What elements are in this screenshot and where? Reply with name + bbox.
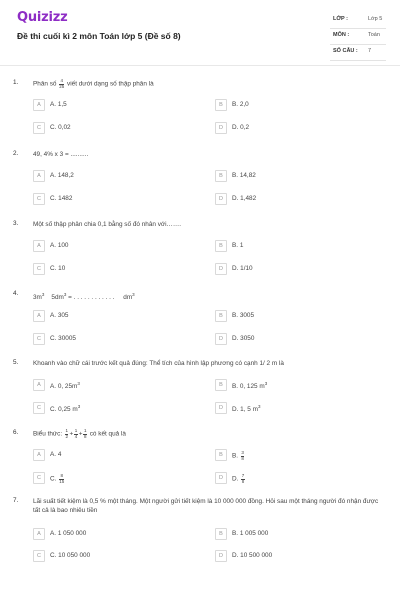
question-text: Khoanh vào chữ cái trước kết quả đúng: Thể tích của hình lập phương có cạnh 1/ 2 m là [33, 360, 284, 367]
option-b[interactable] [215, 99, 365, 111]
option-label: D. 1/10 [232, 265, 253, 272]
option-a[interactable] [33, 528, 183, 540]
option-c[interactable] [33, 402, 183, 414]
option-letter-box: D [215, 122, 227, 134]
question-text: Lãi suất tiết kiệm là 0,5 % một tháng. Một người gửi tiết kiệm là 10 000 000 đồng. Hỏi sau một tháng người đó nhận được tất cả là bao nhiêu tiền [33, 498, 379, 514]
option-d[interactable] [215, 122, 365, 134]
option-letter-box: C [33, 402, 45, 414]
option-text: C. [50, 475, 57, 483]
option-text: D. 1, 5 m [232, 406, 258, 414]
fraction-denominator: 8 [83, 433, 87, 439]
option-d[interactable] [215, 402, 365, 414]
question-text-part: 5dm [51, 294, 64, 302]
option-label: B. 2,0 [232, 101, 249, 108]
question-text: Biểu thức: $\frac{1}{2}$ + $\frac{1}{4}$ + $\frac{1}{8}$ có kết quả là [33, 428, 126, 439]
quizizz-logo: Quizizz [17, 10, 68, 25]
option-letter-box: C [33, 122, 45, 134]
option-letter-box: D [215, 333, 227, 345]
option-label [232, 381, 267, 390]
option-letter-box: C [33, 263, 45, 275]
option-label [232, 474, 246, 484]
option-c[interactable] [33, 333, 183, 345]
superscript: 3 [77, 381, 80, 386]
option-label: C. 30005 [50, 335, 76, 342]
option-c[interactable] [33, 193, 183, 205]
meta-key: LỚP : [333, 16, 348, 22]
fraction-denominator: 25 [59, 83, 65, 89]
option-b[interactable] [215, 310, 365, 322]
fraction-denominator: 8 [241, 455, 244, 461]
fraction [59, 474, 64, 484]
option-label [50, 381, 80, 390]
option-b[interactable] [215, 449, 365, 461]
option-c[interactable] [33, 263, 183, 275]
meta-row-count [330, 45, 386, 61]
question-text-part: có kết quả là [89, 430, 126, 438]
fraction-denominator: 2 [65, 433, 68, 439]
option-letter-box: B [215, 240, 227, 252]
option-label: A. 148,2 [50, 172, 74, 179]
option-letter-box: B [215, 99, 227, 111]
option-a[interactable] [33, 310, 183, 322]
option-letter-box: A [33, 170, 45, 182]
option-label: D. 1,482 [232, 195, 257, 202]
option-label: C. 1482 [50, 195, 73, 202]
option-d[interactable] [215, 333, 365, 345]
option-letter-box: A [33, 528, 45, 540]
question-number: 4. [13, 290, 19, 297]
option-a[interactable] [33, 379, 183, 391]
option-b[interactable] [215, 379, 365, 391]
superscript: 3 [41, 292, 45, 297]
option-c[interactable] [33, 472, 183, 484]
option-letter-box: A [33, 449, 45, 461]
header-divider [0, 65, 400, 66]
option-a[interactable] [33, 170, 183, 182]
option-letter-box: B [215, 170, 227, 182]
option-a[interactable] [33, 240, 183, 252]
question-text-part: viết dưới dạng số thập phân là [67, 80, 154, 88]
fraction [74, 429, 78, 439]
option-label: B. 1 [232, 242, 244, 249]
fraction [83, 429, 87, 439]
question-number: 3. [13, 220, 19, 227]
question-text [33, 290, 383, 302]
option-d[interactable] [215, 550, 365, 562]
option-label: D. 10 500 000 [232, 552, 273, 559]
meta-row-class [330, 13, 386, 29]
option-label [232, 451, 245, 461]
option-letter-box: D [215, 263, 227, 275]
fraction [65, 429, 69, 439]
option-letter-box: D [215, 472, 227, 484]
superscript: 3 [257, 404, 261, 409]
option-a[interactable] [33, 99, 183, 111]
meta-row-subject [330, 29, 386, 45]
superscript: 3 [264, 381, 268, 386]
option-label: A. 4 [50, 451, 62, 458]
option-letter-box: D [215, 402, 227, 414]
worksheet-title: Đề thi cuối kì 2 môn Toán lớp 5 (Đề số 8) [17, 31, 181, 41]
question-text-part: Biểu thức: [33, 430, 63, 438]
meta-value: 7 [368, 48, 372, 54]
question-text-part: 3m [33, 294, 42, 302]
question-number: 1. [13, 79, 19, 86]
question-text: 49, 4% x 3 = .......... [33, 151, 89, 158]
option-text: B. 0, 125 m [232, 383, 265, 391]
option-letter-box: A [33, 310, 45, 322]
meta-key: MÔN : [333, 32, 350, 38]
fraction-numerator: 3 [241, 450, 244, 455]
fraction-numerator: 1 [74, 428, 78, 433]
fraction-numerator: 8 [60, 473, 63, 478]
fraction-numerator: 7 [241, 473, 245, 478]
option-letter-box: C [33, 550, 45, 562]
option-label: A. 305 [50, 312, 69, 319]
option-letter-box: D [215, 193, 227, 205]
question-text-part: dm [123, 294, 133, 302]
option-letter-box: B [215, 310, 227, 322]
option-label: C. 10 050 000 [50, 552, 91, 559]
option-label: A. 100 [50, 242, 69, 249]
option-c[interactable] [33, 122, 183, 134]
option-label [50, 404, 80, 413]
option-letter-box: A [33, 240, 45, 252]
option-label: B. 1 005 000 [232, 530, 269, 537]
option-label: D. 3050 [232, 335, 255, 342]
fraction-denominator: 15 [59, 478, 65, 484]
option-a[interactable] [33, 449, 183, 461]
option-letter-box: C [33, 472, 45, 484]
option-label: B. 3005 [232, 312, 255, 319]
fraction-numerator: 1 [83, 428, 87, 433]
meta-value: Toán [368, 32, 380, 38]
answer-blank: = . . . . . . . . . . . . [68, 294, 115, 302]
option-label [232, 404, 260, 413]
question-number: 6. [13, 429, 19, 436]
fraction-denominator: 4 [74, 433, 78, 439]
superscript: 3 [132, 292, 135, 297]
option-b[interactable] [215, 240, 365, 252]
worksheet-header [0, 0, 400, 70]
option-label: A. 1,5 [50, 101, 67, 108]
option-label: B. 14,82 [232, 172, 256, 179]
superscript: 3 [77, 404, 81, 409]
question-number: 2. [13, 150, 19, 157]
option-letter-box: D [215, 550, 227, 562]
fraction-numerator: 1 [65, 428, 68, 433]
question-text: Một số thập phân chia 0,1 bằng số đó nhân với……. [33, 221, 182, 228]
option-text: C. 0,25 m [50, 406, 78, 414]
meta-value: Lớp 5 [368, 16, 383, 22]
option-letter-box: C [33, 333, 45, 345]
option-d[interactable] [215, 472, 365, 484]
option-letter-box: B [215, 528, 227, 540]
question-number: 7. [13, 497, 19, 504]
option-letter-box: A [33, 379, 45, 391]
worksheet-meta [330, 13, 386, 61]
option-letter-box: B [215, 449, 227, 461]
option-c[interactable] [33, 550, 183, 562]
option-letter-box: C [33, 193, 45, 205]
option-d[interactable] [215, 263, 365, 275]
option-text: D. [232, 475, 239, 483]
superscript: 3 [63, 292, 67, 297]
option-b[interactable] [215, 528, 365, 540]
meta-key: SỐ CÂU : [333, 48, 358, 54]
option-letter-box: A [33, 99, 45, 111]
option-b[interactable] [215, 170, 365, 182]
question-text-part: Phân số [33, 80, 57, 88]
fraction [241, 474, 245, 484]
option-label: D. 0,2 [232, 124, 250, 131]
option-label: C. 10 [50, 265, 66, 272]
fraction-numerator: 4 [60, 78, 63, 83]
question-text [33, 79, 383, 89]
option-text: B. [232, 452, 239, 460]
question-number: 5. [13, 359, 19, 366]
option-letter-box: B [215, 379, 227, 391]
option-label: C. 0,02 [50, 124, 71, 131]
fraction-denominator: 8 [241, 478, 245, 484]
option-label [50, 474, 65, 484]
fraction [59, 79, 64, 89]
option-d[interactable] [215, 193, 365, 205]
option-text: A. 0, 25m [50, 383, 78, 391]
fraction [241, 451, 245, 461]
option-label: A. 1 050 000 [50, 530, 87, 537]
